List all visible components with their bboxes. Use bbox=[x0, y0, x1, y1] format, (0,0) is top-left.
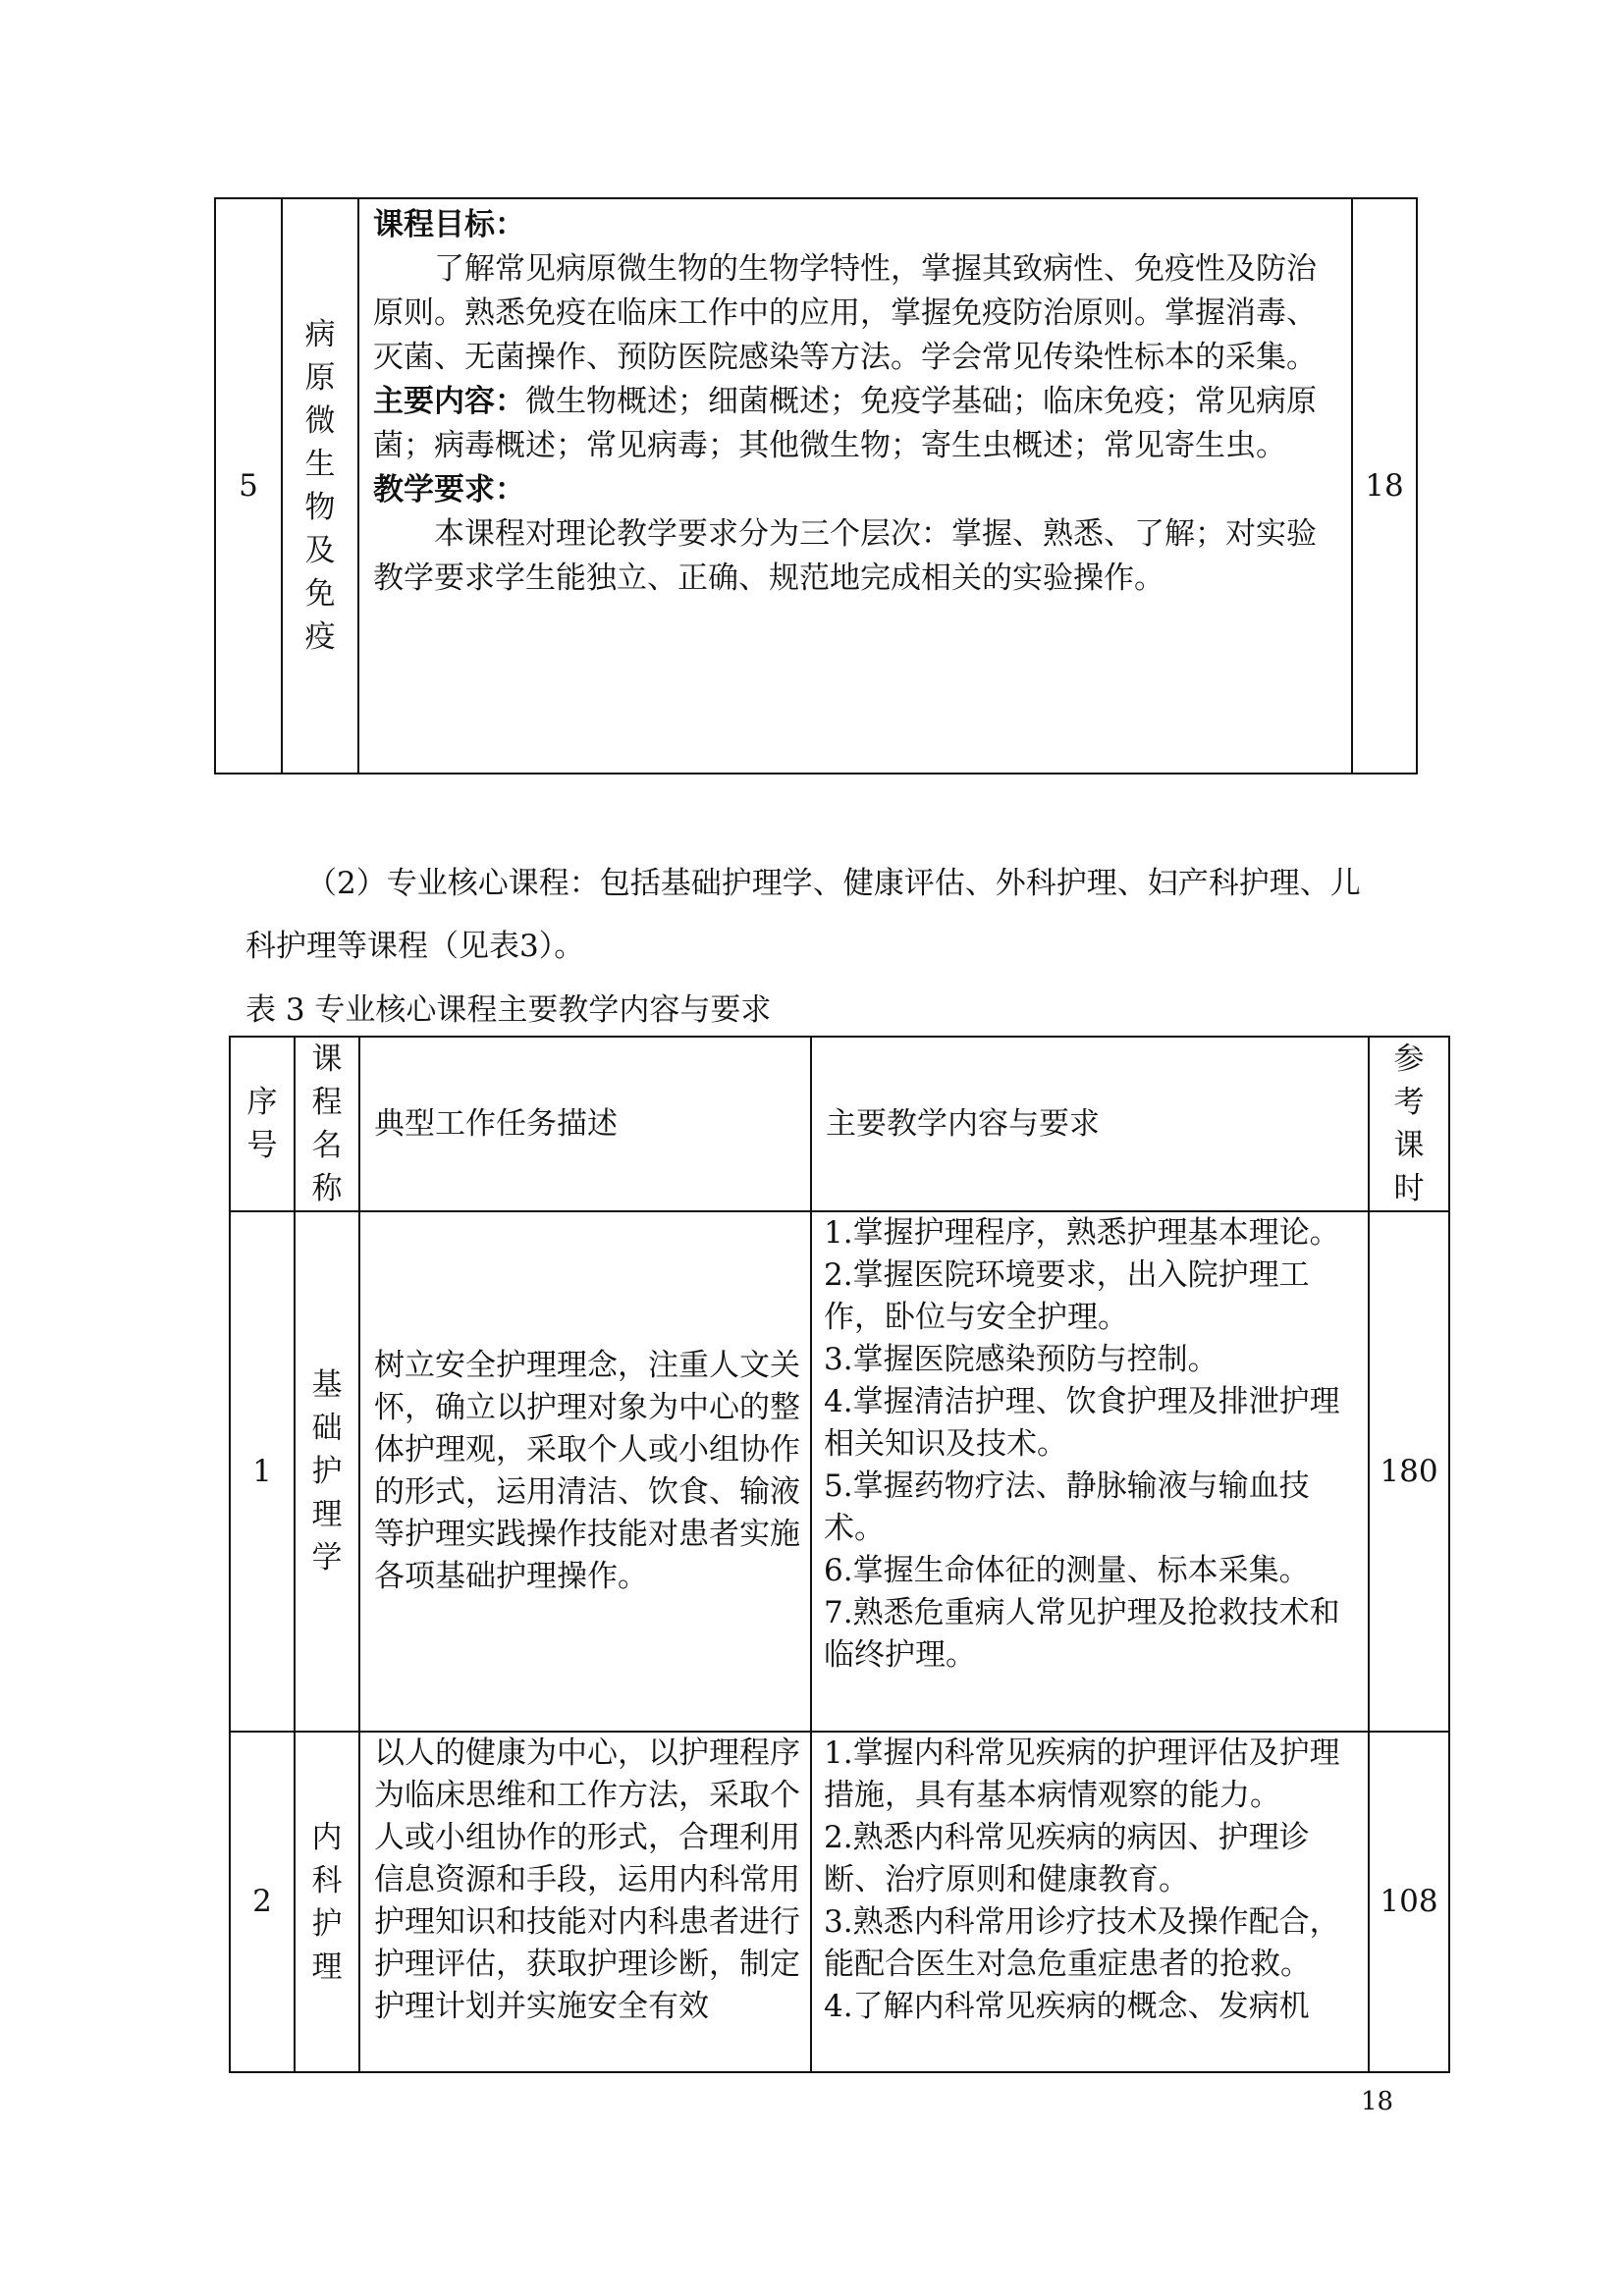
table-row bbox=[230, 1211, 1449, 1732]
content-text: 微生物概述；细菌概述；免疫学基础；临床免疫；常见病原菌；病毒概述；常见病毒；其他微生物；寄生虫概述；常见寄生虫。 bbox=[373, 384, 1317, 463]
page-number: 18 bbox=[1361, 2087, 1394, 2116]
task-description: 树立安全护理理念，注重人文关怀，确立以护理对象为中心的整体护理观，采取个人或小组协作的形式，运用清洁、饮食、输液等护理实践操作技能对患者实施各项基础护理操作。 bbox=[359, 1211, 811, 1732]
row-number: 5 bbox=[215, 198, 282, 774]
header-name: 课程名称 bbox=[311, 1041, 343, 1206]
list-item: 4.了解内科常见疾病的概念、发病机 bbox=[824, 1989, 1310, 2024]
row-number: 2 bbox=[230, 1732, 295, 2072]
core-course-table bbox=[229, 1036, 1450, 2073]
header-no: 序号 bbox=[246, 1085, 278, 1163]
table-header-row bbox=[230, 1037, 1449, 1211]
course-name: 内科护理 bbox=[311, 1819, 343, 1985]
list-item: 7.熟悉危重病人常见护理及抢救技术和临终护理。 bbox=[824, 1595, 1340, 1673]
list-item: 2.熟悉内科常见疾病的病因、护理诊断、治疗原则和健康教育。 bbox=[824, 1820, 1310, 1897]
row-number: 1 bbox=[230, 1211, 295, 1732]
header-content: 主要教学内容与要求 bbox=[811, 1037, 1369, 1211]
list-item: 4.掌握清洁护理、饮食护理及排泄护理相关知识及技术。 bbox=[824, 1384, 1340, 1462]
list-item: 1.掌握护理程序，熟悉护理基本理论。 bbox=[824, 1215, 1340, 1251]
table-row bbox=[215, 198, 1417, 774]
header-hours: 参考课时 bbox=[1393, 1041, 1425, 1206]
requirement-label: 教学要求： bbox=[373, 472, 525, 507]
content-list bbox=[811, 1211, 1369, 1732]
content-block bbox=[373, 380, 1341, 468]
header-task: 典型工作任务描述 bbox=[359, 1037, 811, 1211]
list-item: 3.掌握医院感染预防与控制。 bbox=[824, 1342, 1218, 1377]
content-label: 主要内容： bbox=[373, 384, 525, 419]
list-item: 3.熟悉内科常用诊疗技术及操作配合，能配合医生对急危重症患者的抢救。 bbox=[824, 1904, 1340, 1982]
list-item: 2.掌握医院环境要求，出入院护理工作，卧位与安全护理。 bbox=[824, 1257, 1310, 1335]
table-caption: 表 3 专业核心课程主要教学内容与要求 bbox=[245, 992, 772, 1028]
course-hours: 18 bbox=[1352, 198, 1417, 774]
course-description bbox=[358, 198, 1352, 774]
course-hours: 108 bbox=[1369, 1732, 1449, 2072]
list-item: 6.掌握生命体征的测量、标本采集。 bbox=[824, 1553, 1310, 1588]
goal-label: 课程目标： bbox=[373, 207, 525, 242]
content-list bbox=[811, 1732, 1369, 2072]
prev-table bbox=[214, 197, 1418, 774]
table-row bbox=[230, 1732, 1449, 2072]
section-paragraph: （2）专业核心课程：包括基础护理学、健康评估、外科护理、妇产科护理、儿科护理等课程（见表3）。 bbox=[245, 866, 1361, 964]
course-name: 病原微生物及免疫 bbox=[304, 317, 336, 655]
course-name: 基础护理学 bbox=[311, 1367, 343, 1575]
list-item: 1.掌握内科常见疾病的护理评估及护理措施，具有基本病情观察的能力。 bbox=[824, 1735, 1340, 1813]
list-item: 5.掌握药物疗法、静脉输液与输血技术。 bbox=[824, 1468, 1310, 1546]
requirement-text: 本课程对理论教学要求分为三个层次：掌握、熟悉、了解；对实验教学要求学生能独立、正确、规范地完成相关的实验操作。 bbox=[373, 516, 1317, 596]
course-hours: 180 bbox=[1369, 1211, 1449, 1732]
goal-text: 了解常见病原微生物的生物学特性，掌握其致病性、免疫性及防治原则。熟悉免疫在临床工作中的应用，掌握免疫防治原则。掌握消毒、灭菌、无菌操作、预防医院感染等方法。学会常见传染性标本的采集。 bbox=[373, 251, 1317, 375]
task-description: 以人的健康为中心，以护理程序为临床思维和工作方法，采取个人或小组协作的形式，合理利用信息资源和手段，运用内科常用护理知识和技能对内科患者进行护理评估，获取护理诊断，制定护理计划并实施安全有效 bbox=[359, 1732, 811, 2072]
